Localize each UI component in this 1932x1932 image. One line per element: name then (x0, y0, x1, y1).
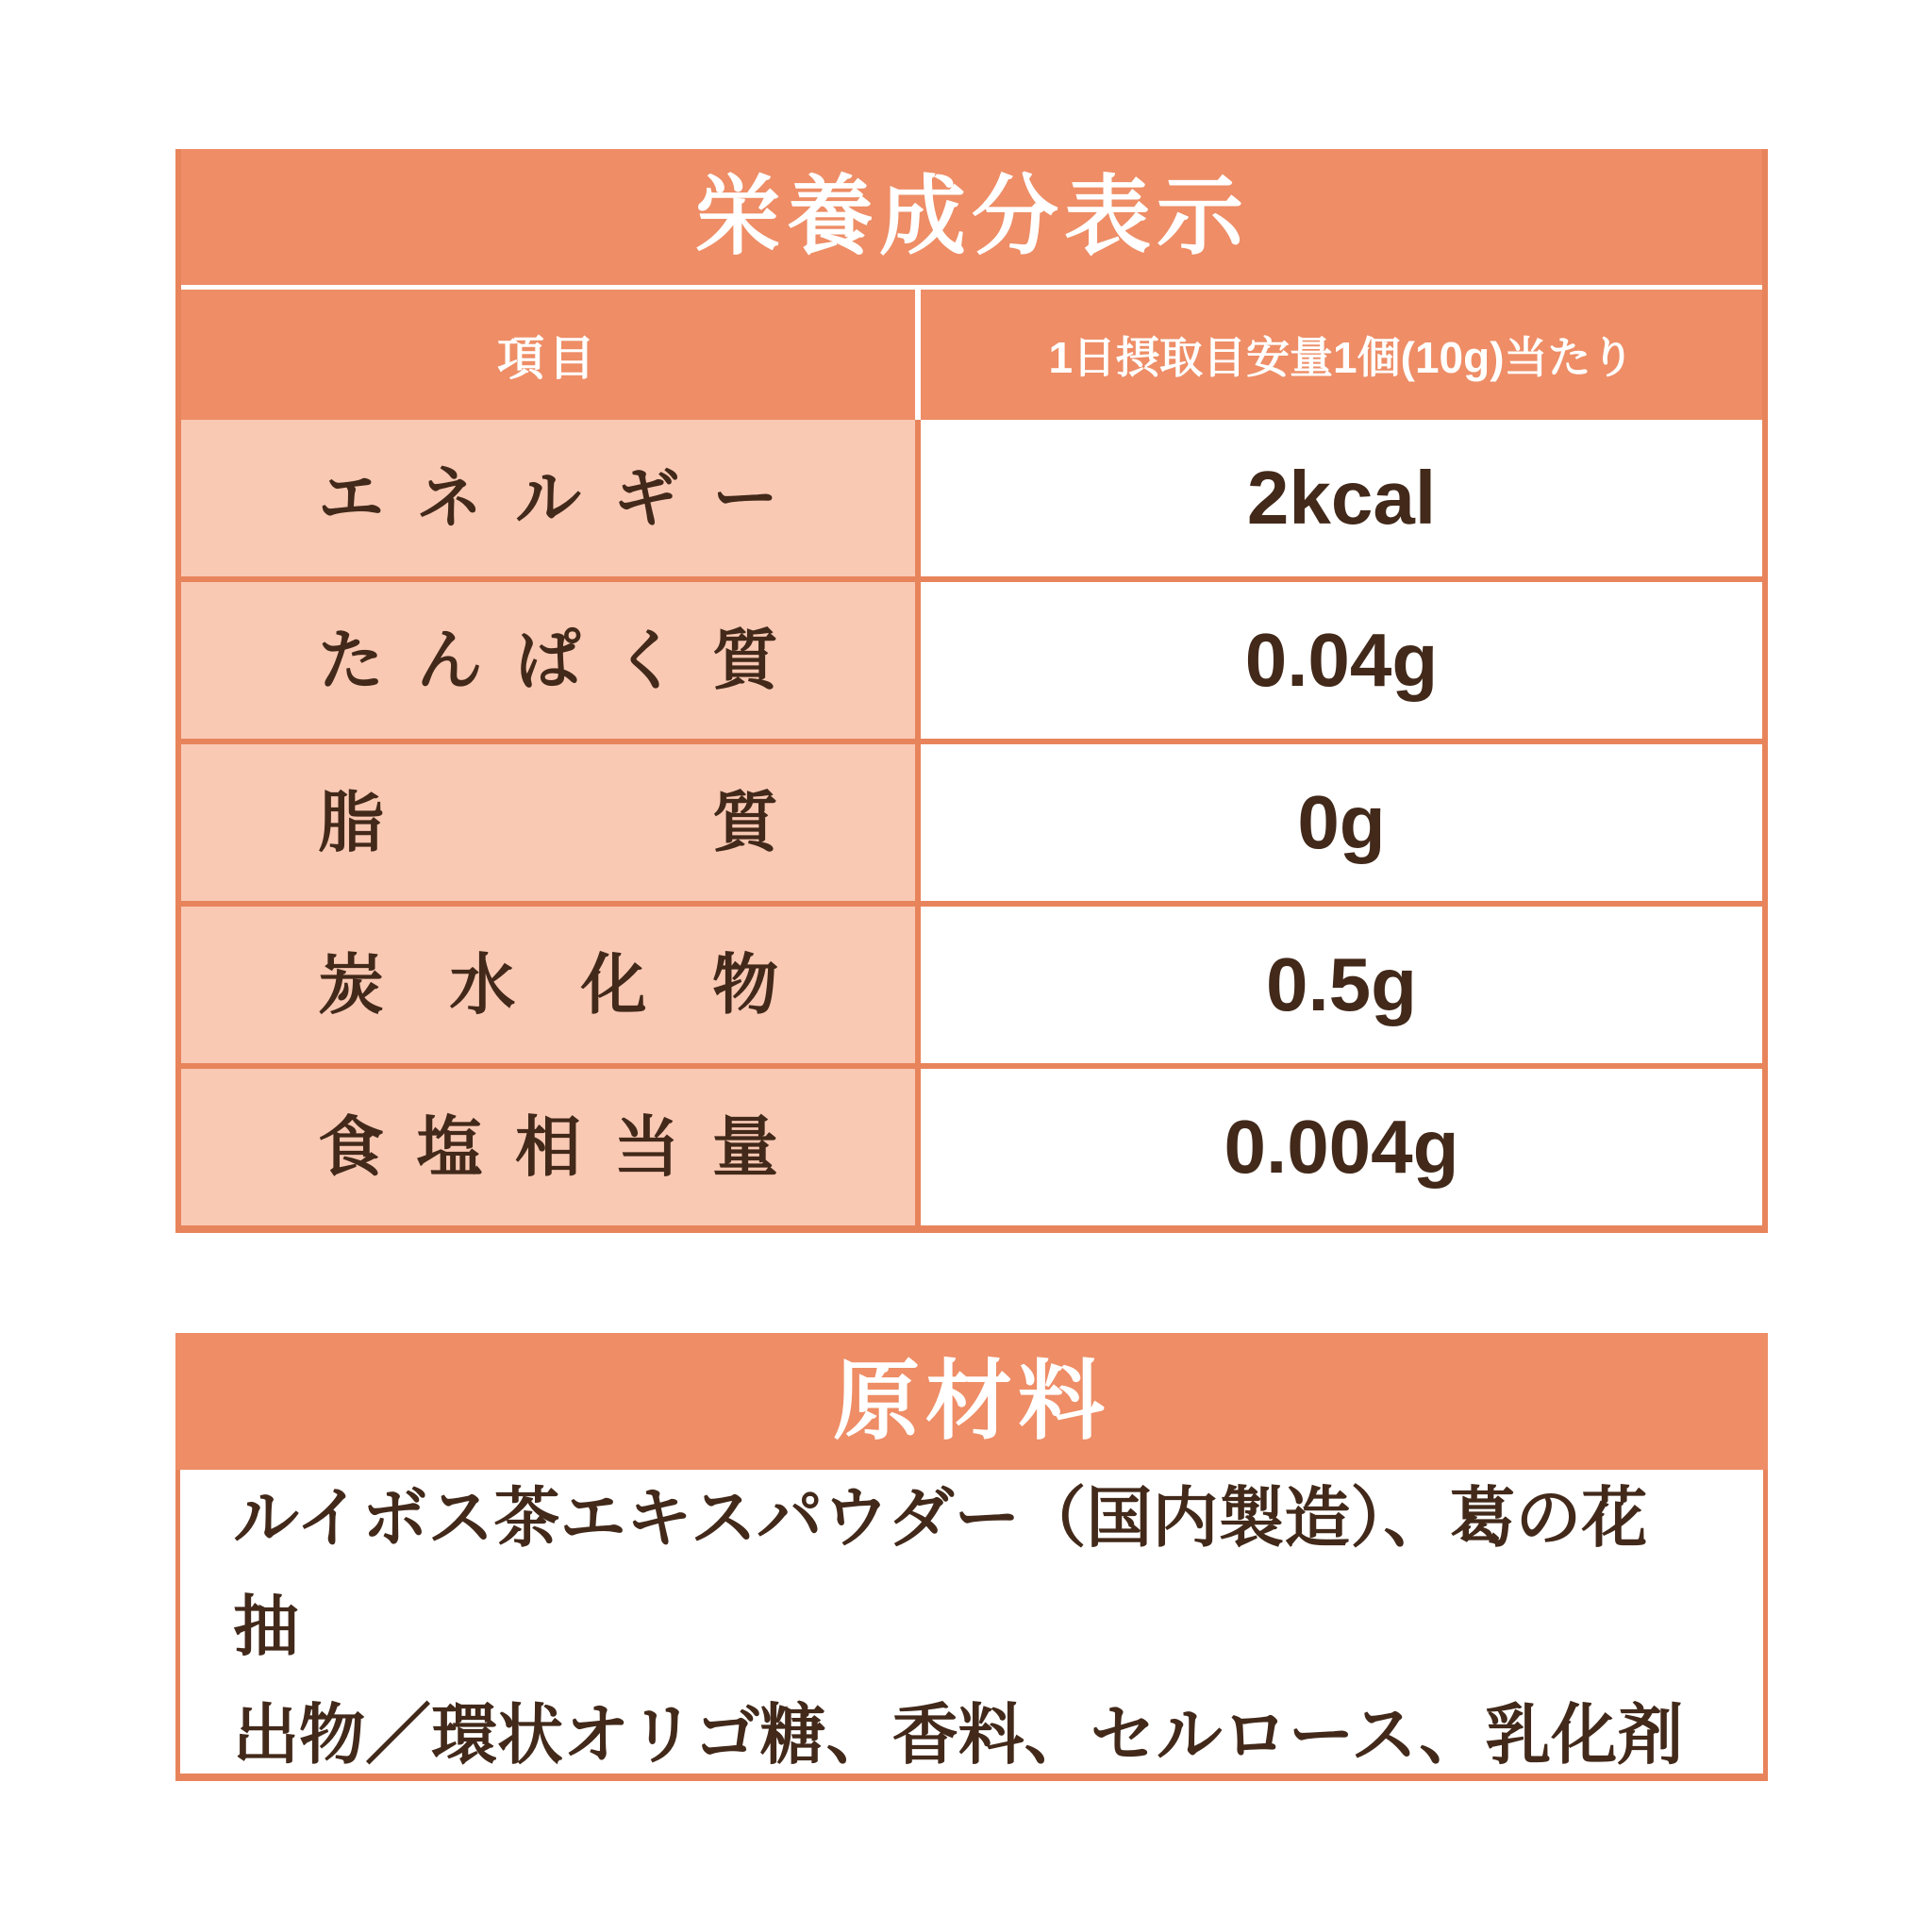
ingredients-text-line: ルイボス茶エキスパウダー（国内製造）、葛の花抽 (233, 1480, 1648, 1663)
table-row-energy (181, 420, 1762, 576)
column-header-item: 項目 (181, 290, 915, 420)
table-row-protein (181, 576, 1762, 739)
row-value: 0.004g (921, 1069, 1762, 1225)
row-label-cell (181, 1069, 915, 1225)
table-row-fat (181, 739, 1762, 901)
row-label: た ん ぱ く 質 (318, 624, 778, 697)
row-label-cell (181, 582, 915, 739)
row-value: 2kcal (921, 420, 1762, 576)
table-row-carbohydrate (181, 901, 1762, 1063)
ingredients-body (175, 1470, 1768, 1781)
column-header-row (181, 290, 1762, 420)
table-row-salt (181, 1063, 1762, 1225)
row-label-cell (181, 420, 915, 576)
nutrition-table (175, 149, 1768, 1233)
ingredients-section (175, 1333, 1768, 1781)
column-header-amount: 1日摂取目安量1個(10g)当たり (921, 290, 1762, 420)
ingredients-title: 原材料 (832, 1353, 1110, 1450)
row-value: 0.5g (921, 907, 1762, 1063)
row-value: 0g (921, 744, 1762, 901)
nutrition-table-title: 栄養成分表示 (693, 169, 1249, 265)
row-label-cell (181, 907, 915, 1063)
row-value: 0.04g (921, 582, 1762, 739)
row-label: 脂 質 (318, 786, 778, 859)
row-label: 炭 水 化 物 (318, 948, 778, 1022)
ingredients-title-band (175, 1333, 1768, 1470)
row-label: エ ネ ル ギ ー (318, 461, 778, 535)
ingredients-text-line: 出物／環状オリゴ糖、香料、セルロース、乳化剤 (233, 1697, 1684, 1772)
nutrition-table-title-band (181, 149, 1762, 285)
row-label-cell (181, 744, 915, 901)
row-label: 食 塩 相 当 量 (318, 1110, 778, 1184)
